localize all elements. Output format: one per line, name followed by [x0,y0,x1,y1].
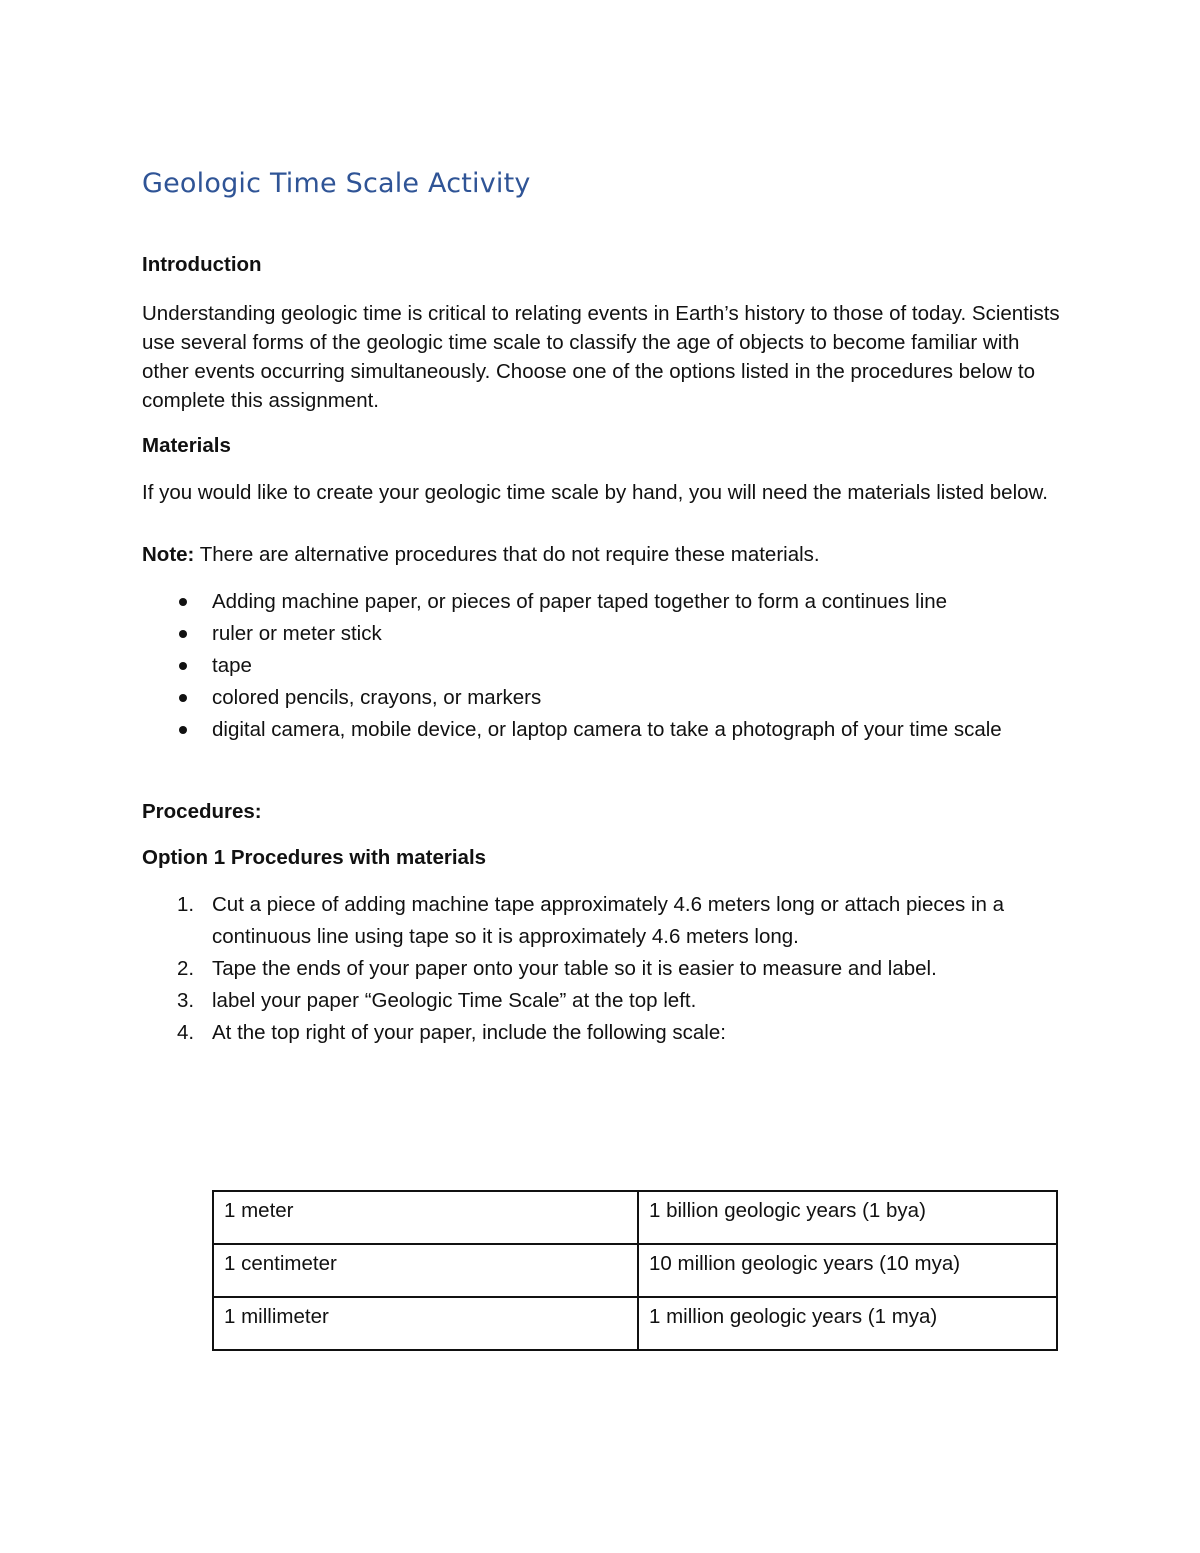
bullet-icon [179,630,187,638]
bullet-icon [179,694,187,702]
step-item [177,985,1062,1017]
procedure-steps [142,889,1062,1049]
materials-heading: Materials [142,434,231,457]
step-number: 3. [177,989,195,1012]
document-title: Geologic Time Scale Activity [142,168,531,199]
table-row [213,1244,1057,1297]
table-row [213,1297,1057,1350]
introduction-heading: Introduction [142,253,262,276]
procedures-heading: Procedures: [142,800,262,823]
materials-paragraph: If you would like to create your geologic time scale by hand, you will need the materials listed below. [142,481,1048,504]
step-number: 4. [177,1021,195,1044]
table-cell: 1 million geologic years (1 mya) [638,1297,1057,1350]
step-item [177,889,1062,953]
step-text: Cut a piece of adding machine tape approximately 4.6 meters long or attach pieces in a continuous line using tape so it is approximately 4.6 meters long. [212,893,1004,948]
list-item [212,682,1062,714]
document-body [142,250,1062,1049]
list-item-text: ruler or meter stick [212,622,382,645]
bullet-icon [179,662,187,670]
step-text: Tape the ends of your paper onto your table so it is easier to measure and label. [212,957,937,980]
list-item-text: colored pencils, crayons, or markers [212,686,542,709]
list-item-text: Adding machine paper, or pieces of paper taped together to form a continues line [212,590,948,613]
step-item [177,1017,1062,1049]
step-number: 2. [177,957,195,980]
note-text: There are alternative procedures that do not require these materials. [194,543,820,566]
introduction-paragraph: Understanding geologic time is critical to relating events in Earth’s history to those of today. Scientists use several forms of the geologic time scale to classify the age of objects to become familiar with other events occurring simultaneously. Choose one of the options listed in the procedures below to complete this assignment. [142,302,1060,412]
list-item-text: digital camera, mobile device, or laptop camera to take a photograph of your time scale [212,718,1002,741]
note-label: Note: [142,543,195,566]
table-cell: 10 million geologic years (10 mya) [638,1244,1057,1297]
table-cell: 1 millimeter [213,1297,638,1350]
step-item [177,953,1062,985]
list-item [212,714,1062,746]
materials-note [142,539,1062,571]
scale-table [212,1190,1058,1351]
bullet-icon [179,726,187,734]
materials-list [142,586,1062,746]
table-cell: 1 centimeter [213,1244,638,1297]
list-item [212,650,1062,682]
step-number: 1. [177,893,195,916]
bullet-icon [179,598,187,606]
step-text: label your paper “Geologic Time Scale” at the top left. [212,989,697,1012]
step-text: At the top right of your paper, include the following scale: [212,1021,726,1044]
list-item [212,618,1062,650]
table-cell: 1 billion geologic years (1 bya) [638,1191,1057,1244]
list-item [212,586,1062,618]
table-row [213,1191,1057,1244]
list-item-text: tape [212,654,252,677]
option1-heading: Option 1 Procedures with materials [142,846,487,869]
table-cell: 1 meter [213,1191,638,1244]
